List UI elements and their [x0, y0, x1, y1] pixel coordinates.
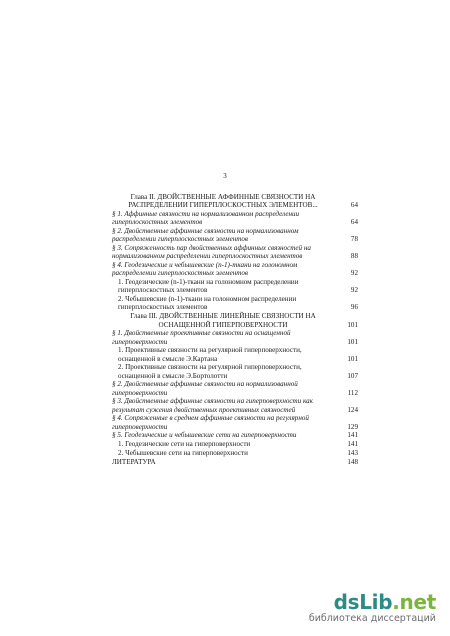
toc-entry-page: 148: [347, 457, 358, 466]
toc-entry-page: 64: [350, 201, 358, 210]
toc-entry-page: 107: [347, 371, 358, 380]
toc-section: [112, 431, 358, 439]
table-of-contents: [112, 192, 358, 467]
toc-bibliography: [112, 458, 358, 466]
toc-entry-page: 96: [350, 303, 358, 312]
watermark-subtitle: библиотека диссертаций: [308, 613, 436, 624]
toc-subsection: [112, 440, 358, 448]
toc-entry-page: 92: [350, 286, 358, 295]
toc-entry-page: 124: [347, 405, 358, 414]
toc-entry-text: § 5. Геодезические и чебышевские сети на гиперповерхности: [112, 431, 297, 440]
toc-entry-text: 1. Геодезические (n-1)-ткани на голономном распределении гиперплоскостных элементов: [118, 278, 299, 295]
toc-entry-page: 112: [347, 388, 358, 397]
toc-entry-page: 101: [347, 337, 358, 346]
toc-entry-text: § 4. Геодезические и чебышевские (n-1)-ткани на голономном распределении гиперплоскостных элементов: [112, 261, 298, 278]
logo-tld: .net: [392, 590, 436, 614]
toc-entry-text: Глава II. ДВОЙСТВЕННЫЕ АФФИННЫЕ СВЯЗНОСТИ НА РАСПРЕДЕЛЕНИИ ГИПЕРПЛОСКОСТНЫХ ЭЛЕМЕНТОВ...: [128, 193, 318, 210]
toc-entry-page: 141: [347, 440, 358, 449]
toc-entry-text: § 3. Двойственные аффинные связности на гиперповерхности как результат сужения двойственных проективных связностей: [112, 397, 313, 414]
toc-entry-text: § 2. Двойственные аффинные связности на нормализованной гиперповерхности: [112, 380, 298, 397]
toc-section: [112, 210, 358, 226]
toc-entry-text: Глава III. ДВОЙСТВЕННЫЕ ЛИНЕЙНЫЕ СВЯЗНОСТИ НА ОСНАЩЕННОЙ ГИПЕРПОВЕРХНОСТИ: [130, 312, 316, 329]
toc-section: [112, 414, 358, 430]
toc-entry-text: 1. Геодезические сети на гиперповерхности: [118, 440, 251, 449]
toc-entry-text: 2. Чебышевские сети на гиперповерхности: [118, 449, 248, 457]
toc-chapter-3: [112, 312, 358, 328]
toc-entry-text: ЛИТЕРАТУРА: [112, 457, 156, 466]
toc-entry-page: 101: [347, 354, 358, 363]
toc-subsection: [112, 363, 358, 379]
toc-entry-page: 143: [347, 449, 358, 457]
toc-entry-text: 2. Чебышевские (n-1)-ткани на голономном распределении гиперплоскостных элементов: [118, 295, 297, 312]
toc-entry-text: 2. Проективные связности на регулярной гиперповерхности, оснащенной в смысле Э.Бортолотти: [118, 363, 302, 380]
toc-entry-text: § 4. Сопряженные в среднем аффинные связности на регулярной гиперповерхности: [112, 414, 309, 431]
toc-section: [112, 261, 358, 277]
toc-entry-page: 78: [350, 235, 358, 244]
logo-name: dsLib: [333, 590, 393, 614]
toc-subsection: [112, 346, 358, 362]
toc-subsection: [112, 295, 358, 311]
toc-section: [112, 329, 358, 345]
toc-entry-page: 92: [350, 269, 358, 278]
toc-section: [112, 227, 358, 243]
toc-entry-text: § 1. Аффинные связности на нормализованном распределении гиперплоскостных элементов: [112, 210, 300, 227]
toc-section: [112, 244, 358, 260]
toc-entry-text: § 2. Двойственные аффинные связности на нормализованном распределении гиперплоскостных элементов: [112, 227, 299, 244]
toc-entry-text: § 1. Двойственные проективные связности на оснащенной гиперповерхности: [112, 329, 291, 346]
toc-section: [112, 380, 358, 396]
toc-entry-page: 101: [347, 320, 358, 329]
toc-entry-text: 1. Проективные связности на регулярной гиперповерхности, оснащенной в смысле Э.Картана: [118, 346, 302, 363]
toc-chapter-2: [112, 193, 358, 209]
page-number: 3: [223, 172, 227, 180]
toc-subsection: [112, 449, 358, 457]
dslib-watermark[interactable]: [309, 590, 436, 624]
dslib-logo[interactable]: [309, 590, 436, 614]
toc-entry-page: 141: [347, 431, 358, 440]
toc-subsection: [112, 278, 358, 294]
toc-section: [112, 397, 358, 413]
toc-entry-page: 64: [350, 218, 358, 227]
toc-entry-text: § 3. Сопряженность пар двойственных аффинных связностей на нормализованном распределении гиперплоскостных элементов: [112, 244, 311, 261]
toc-entry-page: 88: [350, 252, 358, 261]
toc-entry-page: 129: [347, 422, 358, 431]
